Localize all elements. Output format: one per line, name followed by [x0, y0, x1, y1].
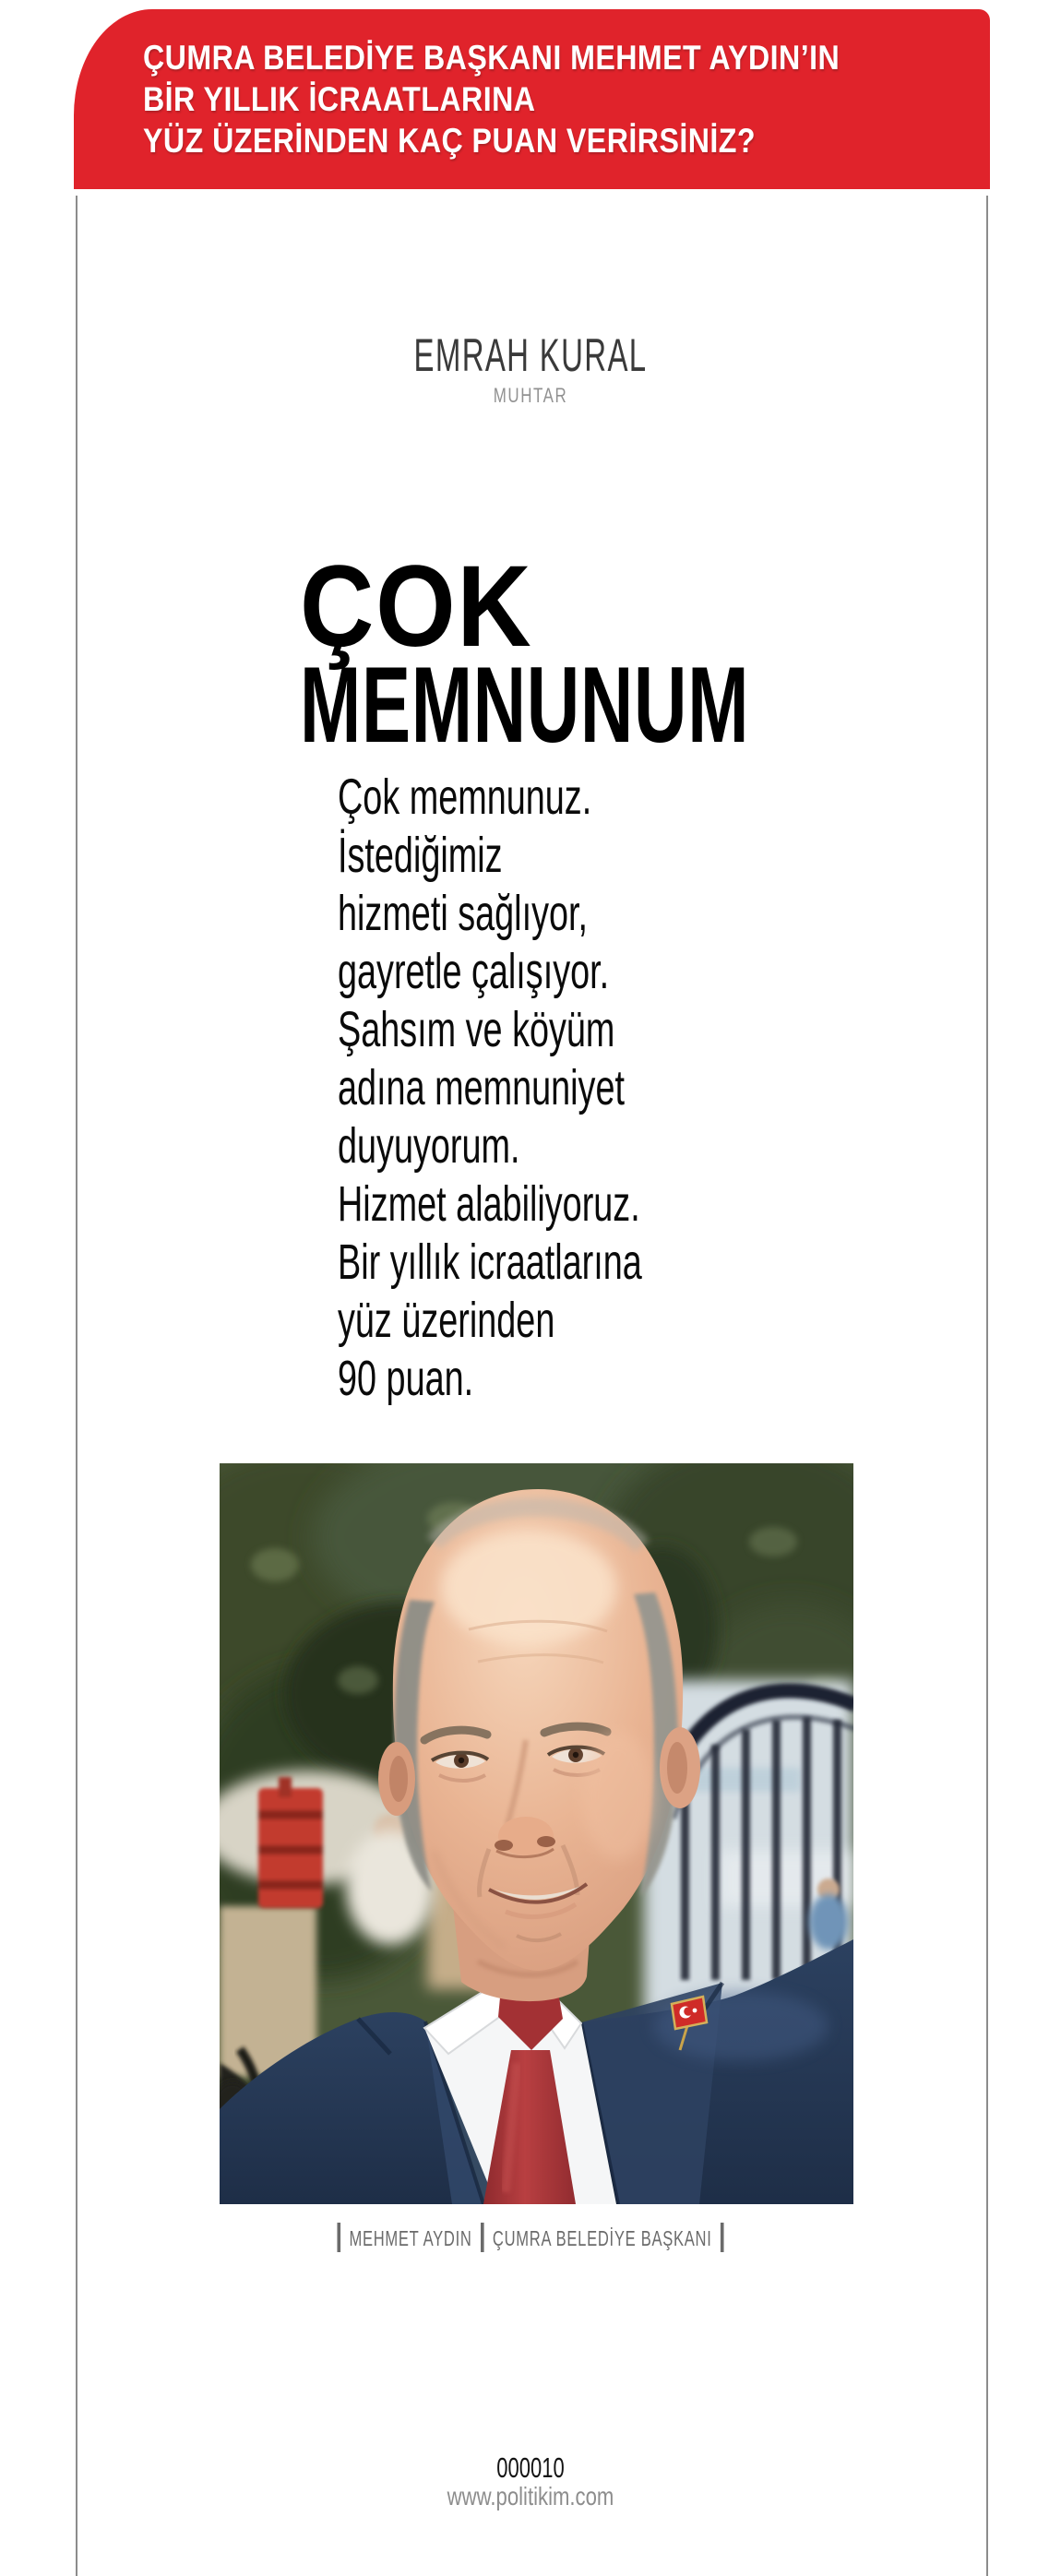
quote-line: hizmeti sağlıyor,	[338, 886, 589, 941]
headline-line-1: ÇOK	[300, 543, 533, 671]
footer-website: www.politikim.com	[447, 2482, 614, 2510]
quote-text	[338, 769, 642, 1408]
right-border-line	[986, 196, 988, 2576]
photo-caption	[337, 2222, 723, 2253]
quote-line: adına memnuniyet	[338, 1060, 625, 1115]
portrait-photo-svg	[220, 1463, 853, 2204]
headline-line-2: MEMNUNUM	[300, 644, 750, 765]
interviewee-name: EMRAH KURAL	[413, 329, 648, 381]
banner-line-1: ÇUMRA BELEDİYE BAŞKANI MEHMET AYDIN’IN	[143, 39, 840, 77]
caption-separator-bar	[481, 2223, 484, 2252]
quote-line: Şahsım ve köyüm	[338, 1002, 615, 1057]
quote-line: yüz üzerinden	[338, 1293, 555, 1348]
banner-line-3: YÜZ ÜZERİNDEN KAÇ PUAN VERİRSİNİZ?	[143, 122, 756, 160]
quote-line: 90 puan.	[338, 1351, 474, 1406]
banner-line-2: BİR YILLIK İCRAATLARINA	[143, 80, 536, 118]
caption-title: ÇUMRA BELEDİYE BAŞKANI	[492, 2225, 712, 2250]
quote-line: Bir yıllık icraatlarına	[338, 1234, 642, 1290]
footer-code: 000010	[496, 2451, 565, 2484]
quote-line: gayretle çalışıyor.	[338, 944, 610, 999]
quote-line: Hizmet alabiliyoruz.	[338, 1176, 640, 1232]
forehead-shine	[441, 1531, 616, 1645]
portrait-photo	[220, 1463, 853, 2204]
header-banner	[74, 9, 990, 189]
caption-name: MEHMET AYDIN	[349, 2225, 472, 2250]
quote-line: duyuyorum.	[338, 1118, 520, 1174]
caption-separator-bar	[721, 2223, 724, 2252]
left-border-line	[76, 196, 77, 2576]
quote-line: İstediğimiz	[338, 828, 503, 883]
interviewee-role: MUHTAR	[493, 384, 568, 407]
caption-separator-bar	[337, 2223, 340, 2252]
red-machine	[258, 1777, 323, 1908]
quote-line: Çok memnunuz.	[338, 769, 592, 825]
